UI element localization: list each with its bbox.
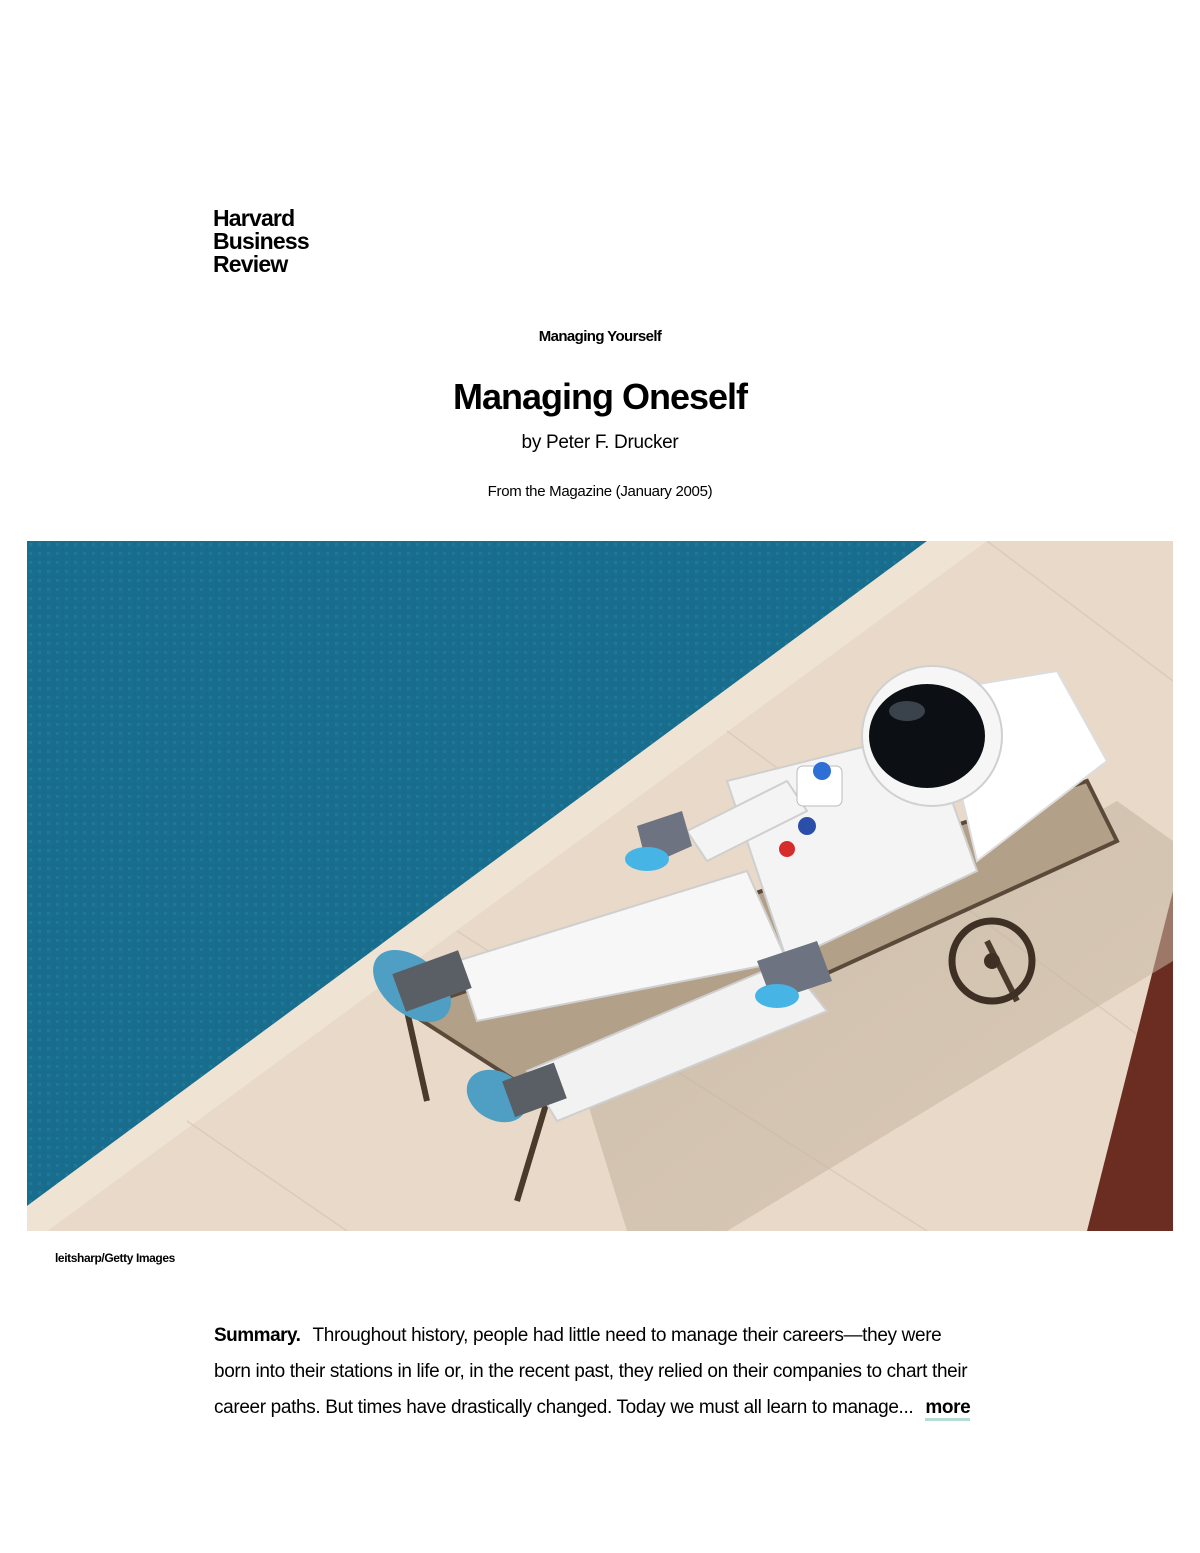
hbr-logo[interactable] [213, 207, 353, 276]
logo-line-1: Harvard [213, 205, 295, 231]
article-summary [214, 1318, 974, 1426]
issue-date: From the Magazine (January 2005) [487, 483, 713, 500]
image-credit: leitsharp/Getty Images [55, 1251, 175, 1265]
author-byline: by Peter F. Drucker [521, 432, 679, 453]
more-link[interactable]: more [925, 1397, 970, 1421]
hero-image [27, 541, 1173, 1231]
logo-line-2: Business [213, 228, 309, 254]
topic-link[interactable]: Managing Yourself [538, 328, 662, 345]
article-title: Managing Oneself [452, 376, 748, 417]
summary-text: Throughout history, people had little need to manage their careers—they were born into their stations in life or, in the recent past, they relied on their companies to chart their career paths. But times have drastically changed. Today we must all learn to manage... [214, 1325, 968, 1418]
logo-line-3: Review [213, 251, 288, 277]
summary-label: Summary. [214, 1325, 301, 1346]
